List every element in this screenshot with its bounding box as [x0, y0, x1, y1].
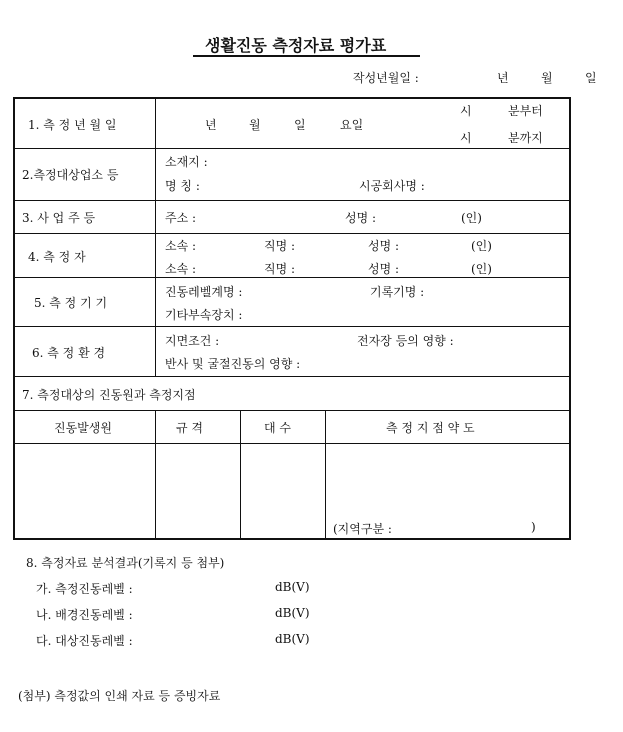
row-divider	[13, 277, 571, 278]
col-header-count: 대 수	[264, 421, 291, 435]
result-background-label: 나. 배경진동레벨 :	[36, 608, 133, 622]
spec-cell[interactable]	[157, 445, 239, 538]
page-title: 생활진동 측정자료 평가표	[205, 36, 387, 55]
r1-day[interactable]: 일	[294, 118, 306, 132]
r5-accessory-field[interactable]: 기타부속장치 :	[165, 308, 243, 322]
row3-label: 3. 사 업 주 등	[22, 211, 96, 225]
row6-label: 6. 측 정 환 경	[32, 346, 106, 360]
sketch-cell[interactable]	[327, 445, 569, 515]
written-date-year[interactable]: 년	[497, 71, 509, 85]
r4-seal-2: (인)	[471, 262, 492, 276]
row7-label: 7. 측정대상의 진동원과 측정지점	[22, 388, 196, 402]
r6-reflection-field[interactable]: 반사 및 굴절진동의 영향 :	[165, 357, 301, 371]
column-divider	[240, 410, 241, 540]
written-date-label: 작성년월일 :	[353, 71, 419, 85]
r3-address-field[interactable]: 주소 :	[165, 211, 197, 225]
r6-em-effect-field[interactable]: 전자장 등의 영향 :	[357, 334, 454, 348]
result-measured-label: 가. 측정진동레벨 :	[36, 582, 133, 596]
col-header-source: 진동발생원	[54, 421, 112, 435]
column-divider	[155, 410, 156, 540]
row2-label: 2.측정대상업소 등	[22, 168, 119, 182]
r1-to-hour[interactable]: 시	[460, 131, 472, 145]
row1-label: 1. 측 정 년 월 일	[28, 118, 117, 132]
region-label[interactable]: (지역구분 :	[333, 522, 392, 536]
r4-seal-1: (인)	[471, 239, 492, 253]
written-date-month[interactable]: 월	[541, 71, 553, 85]
r4-position-field-1[interactable]: 직명 :	[264, 239, 296, 253]
attachment-note: (첨부) 측정값의 인쇄 자료 등 증빙자료	[18, 689, 221, 703]
row-divider	[13, 443, 571, 444]
r1-year[interactable]: 년	[205, 118, 217, 132]
r1-from-minute[interactable]: 분부터	[508, 104, 543, 118]
written-date-day[interactable]: 일	[585, 71, 597, 85]
r4-affil-field-2[interactable]: 소속 :	[165, 262, 197, 276]
r6-ground-field[interactable]: 지면조건 :	[165, 334, 220, 348]
r5-recorder-field[interactable]: 기록기명 :	[370, 285, 425, 299]
result-target-label: 다. 대상진동레벨 :	[36, 634, 133, 648]
result-background-unit: dB(V)	[275, 606, 310, 620]
r4-person-field-2[interactable]: 성명 :	[368, 262, 400, 276]
r2-location-field[interactable]: 소재지 :	[165, 155, 208, 169]
r5-meter-field[interactable]: 진동레벨계명 :	[165, 285, 243, 299]
col-header-sketch: 측 정 지 점 약 도	[386, 421, 475, 435]
column-divider	[325, 410, 326, 540]
r4-person-field-1[interactable]: 성명 :	[368, 239, 400, 253]
r4-position-field-2[interactable]: 직명 :	[264, 262, 296, 276]
col-header-spec: 규 격	[176, 421, 203, 435]
row-divider	[13, 376, 571, 377]
title-underline	[193, 55, 420, 57]
row-divider	[13, 410, 571, 411]
r4-affil-field-1[interactable]: 소속 :	[165, 239, 197, 253]
r1-month[interactable]: 월	[249, 118, 261, 132]
r3-seal: (인)	[461, 211, 482, 225]
label-column-divider	[155, 97, 156, 376]
result-target-unit: dB(V)	[275, 632, 310, 646]
result-measured-unit: dB(V)	[275, 580, 310, 594]
r1-weekday[interactable]: 요일	[340, 118, 364, 132]
row-divider	[13, 233, 571, 234]
r1-from-hour[interactable]: 시	[460, 104, 472, 118]
row-divider	[13, 148, 571, 149]
row4-label: 4. 측 정 자	[28, 250, 86, 264]
r2-contractor-field[interactable]: 시공회사명 :	[359, 179, 425, 193]
row-divider	[13, 326, 571, 327]
region-close: )	[531, 520, 536, 534]
r1-to-minute[interactable]: 분까지	[508, 131, 543, 145]
results-heading: 8. 측정자료 분석결과(기록지 등 첨부)	[26, 556, 225, 570]
r2-name-field[interactable]: 명 칭 :	[165, 179, 200, 193]
source-cell[interactable]	[15, 445, 154, 538]
r3-person-field[interactable]: 성명 :	[345, 211, 377, 225]
row5-label: 5. 측 정 기 기	[34, 296, 108, 310]
count-cell[interactable]	[242, 445, 324, 538]
row-divider	[13, 200, 571, 201]
